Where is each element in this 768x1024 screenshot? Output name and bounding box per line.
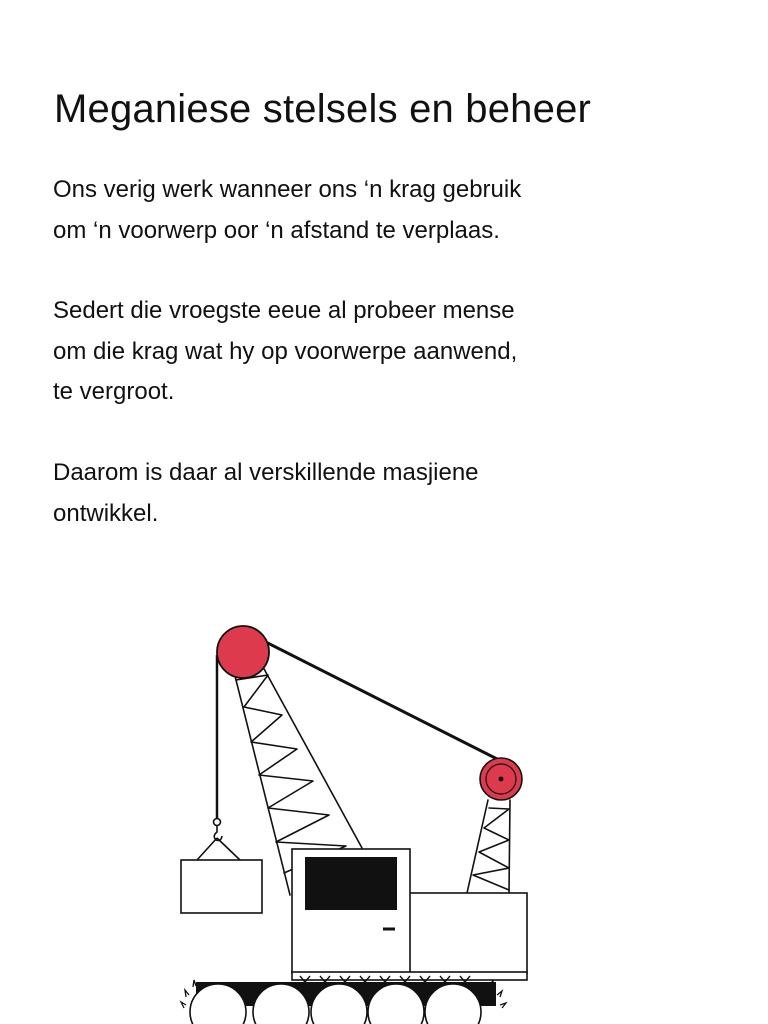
paragraph-line: om ‘n voorwerp oor ‘n afstand te verplaas. [53,216,500,244]
paragraph-1 [53,170,693,251]
paragraph-line: Ons verig werk wanneer ons ‘n krag gebruik [53,176,522,203]
crane-mast [467,800,510,893]
page-title: Meganiese stelsels en beheer [54,87,592,131]
paragraph-line: Sedert die vroegste eeue al probeer mense [53,297,515,324]
paragraph-line: Daarom is daar al verskillende masjiene [53,459,479,486]
top-pulley [217,626,269,678]
cab-window [305,857,397,910]
paragraph-line: te vergroot. [53,378,175,405]
crane-body [292,849,527,980]
crane-illustration [170,620,540,1024]
paragraph-3 [53,453,693,534]
paragraph-line: om die krag wat hy op voorwerpe aanwend, [53,337,518,365]
hook [197,819,240,861]
load-box [181,860,262,913]
crane-tracks [181,976,506,1024]
paragraph-2 [53,291,693,413]
small-pulley [480,758,522,800]
paragraph-line: ontwikkel. [53,499,159,527]
